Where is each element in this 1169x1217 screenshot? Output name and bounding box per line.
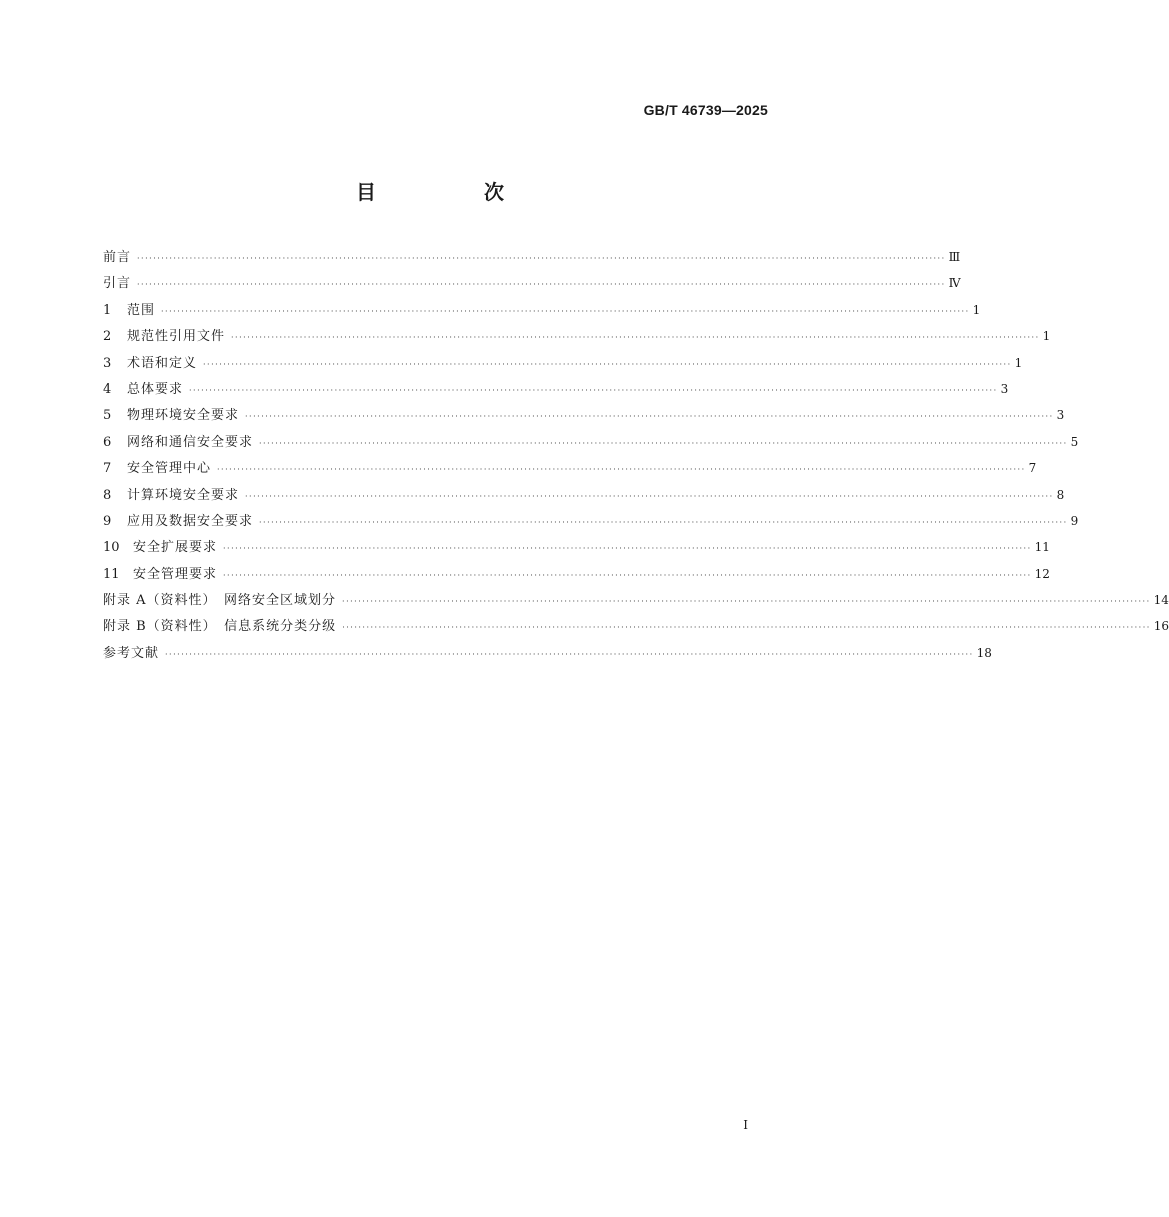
toc-dot-leader: ········································································································································································································ [245, 491, 1054, 501]
toc-entry-page: 18 [976, 645, 992, 660]
toc-entry-page: 7 [1028, 461, 1037, 476]
toc-entry-number: 8 [103, 487, 112, 503]
toc-entry-label: 物理环境安全要求 [127, 408, 240, 424]
toc-entry-page: 11 [1034, 540, 1050, 555]
toc-entry[interactable] [103, 613, 1169, 639]
toc-entry-label: 引言 [103, 276, 132, 292]
toc-entry-number: 2 [103, 329, 112, 345]
toc-entry[interactable] [103, 534, 1050, 560]
toc-entry-label: 网络和通信安全要求 [127, 434, 254, 450]
toc-entry-number: 9 [103, 513, 112, 529]
toc-entry[interactable] [103, 323, 1051, 349]
toc-entry[interactable] [103, 587, 1169, 613]
page-number: I [743, 1118, 748, 1132]
toc-entry-page: Ⅳ [948, 276, 961, 291]
toc-dot-leader: ········································································································································································································ [165, 649, 974, 659]
toc-entry-number: 5 [103, 408, 112, 424]
toc-entry-page: Ⅲ [948, 250, 961, 264]
toc-entry[interactable] [103, 482, 1065, 508]
toc-entry-number: 4 [103, 381, 112, 397]
toc-entry[interactable] [103, 561, 1050, 587]
toc-entry-page: 8 [1056, 487, 1065, 502]
toc-entry[interactable] [103, 244, 961, 270]
toc-entry[interactable] [103, 429, 1079, 455]
toc-entry-page: 5 [1070, 434, 1079, 449]
toc-entry-page: 14 [1153, 593, 1169, 608]
toc-entry-page: 3 [1056, 408, 1065, 423]
toc-entry-label: 范围 [127, 302, 156, 318]
toc-title: 目 次 [356, 180, 548, 204]
toc-dot-leader: ········································································································································································································ [217, 465, 1026, 475]
table-of-contents [103, 244, 1169, 666]
toc-dot-leader: ········································································································································································································ [223, 544, 1032, 554]
toc-entry-label: 计算环境安全要求 [127, 487, 240, 503]
toc-entry[interactable] [103, 455, 1037, 481]
toc-entry-label: 附录 A（资料性） 网络安全区域划分 [103, 593, 337, 609]
toc-entry[interactable] [103, 376, 1009, 402]
toc-entry[interactable] [103, 350, 1023, 376]
toc-entry-label: 总体要求 [127, 381, 184, 397]
toc-dot-leader: ········································································································································································································ [259, 438, 1068, 448]
toc-entry[interactable] [103, 297, 981, 323]
toc-entry-label: 安全管理要求 [133, 566, 218, 582]
toc-dot-leader: ········································································································································································································ [231, 333, 1040, 343]
toc-entry-label: 安全管理中心 [127, 461, 212, 477]
toc-entry-label: 参考文献 [103, 645, 160, 661]
toc-entry-page: 1 [972, 302, 981, 317]
toc-entry-number: 1 [103, 302, 112, 318]
toc-dot-leader: ········································································································································································································ [245, 412, 1054, 422]
standard-code: GB/T 46739—2025 [643, 102, 768, 118]
toc-entry-page: 3 [1000, 381, 1009, 396]
toc-entry-label: 规范性引用文件 [127, 329, 226, 345]
toc-dot-leader: ········································································································································································································ [342, 597, 1151, 607]
toc-entry-page: 1 [1014, 355, 1023, 370]
toc-entry-number: 10 [103, 540, 120, 556]
toc-dot-leader: ········································································································································································································ [203, 359, 1012, 369]
toc-entry-label: 应用及数据安全要求 [127, 513, 254, 529]
toc-entry-label: 前言 [103, 250, 132, 265]
toc-entry[interactable] [103, 402, 1065, 428]
toc-entry-page: 16 [1153, 619, 1169, 634]
toc-entry-number: 3 [103, 355, 112, 371]
toc-dot-leader: ········································································································································································································ [259, 517, 1068, 527]
toc-entry-label: 术语和定义 [127, 355, 198, 371]
toc-entry[interactable] [103, 270, 961, 296]
toc-entry-label: 安全扩展要求 [133, 540, 218, 556]
toc-entry[interactable] [103, 640, 992, 666]
toc-entry-page: 1 [1042, 329, 1051, 344]
toc-dot-leader: ········································································································································································································ [137, 254, 946, 263]
toc-entry-number: 7 [103, 461, 112, 477]
toc-dot-leader: ········································································································································································································ [161, 306, 970, 316]
toc-dot-leader: ········································································································································································································ [223, 570, 1032, 580]
toc-dot-leader: ········································································································································································································ [342, 623, 1151, 633]
toc-dot-leader: ········································································································································································································ [189, 385, 998, 395]
toc-entry-page: 9 [1070, 513, 1079, 528]
toc-entry-label: 附录 B（资料性） 信息系统分类分级 [103, 619, 337, 635]
toc-entry-number: 11 [103, 566, 120, 582]
toc-entry-number: 6 [103, 434, 112, 450]
toc-dot-leader: ········································································································································································································ [137, 280, 946, 290]
toc-entry-page: 12 [1034, 566, 1050, 581]
toc-entry[interactable] [103, 508, 1079, 534]
